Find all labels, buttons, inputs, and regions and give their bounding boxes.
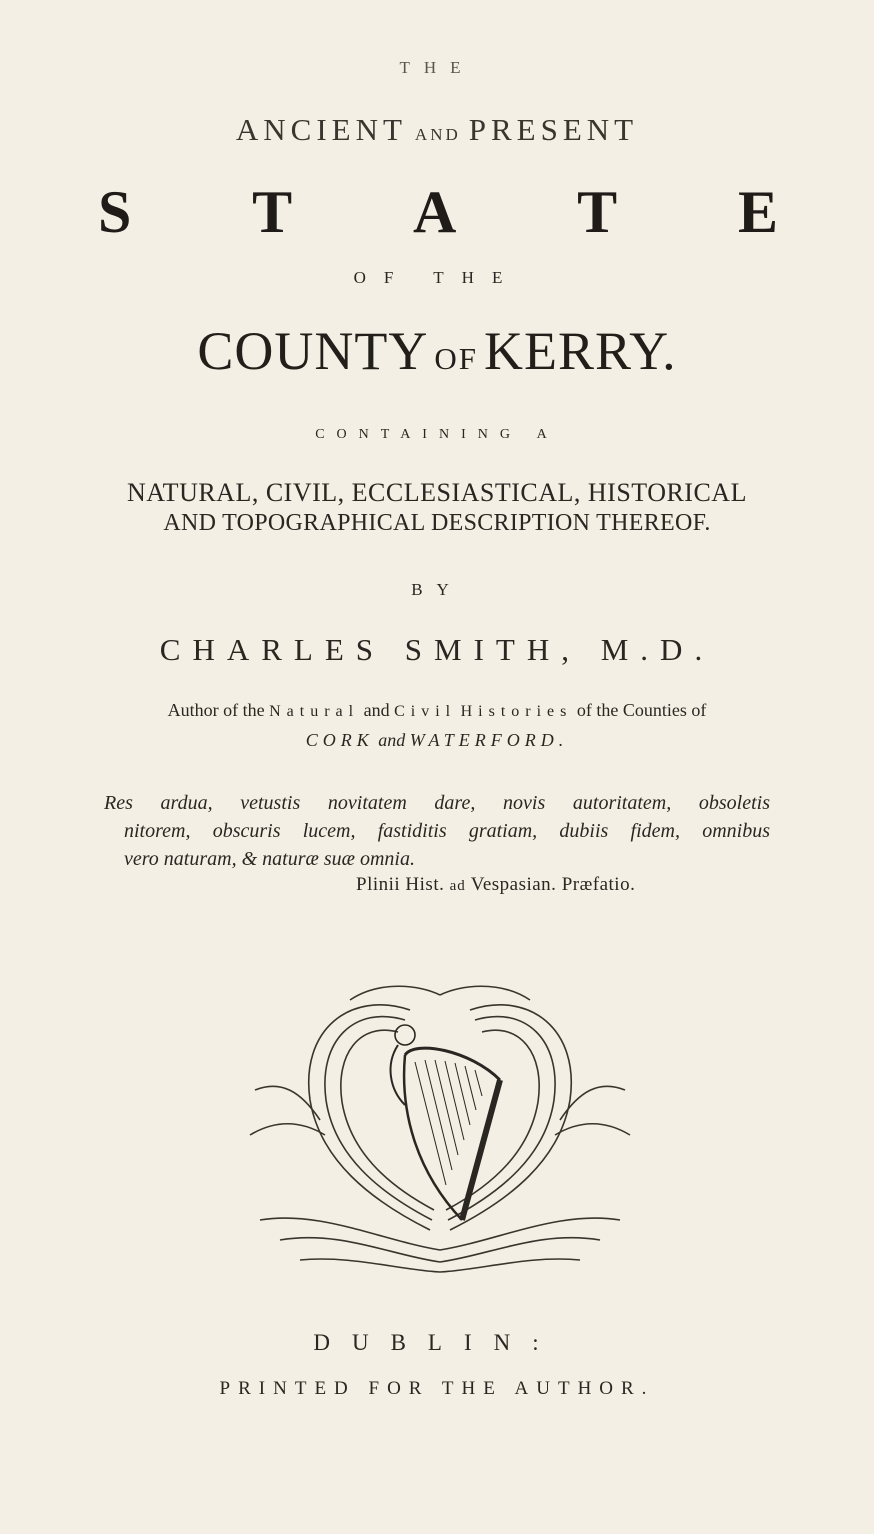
author-credentials — [0, 700, 874, 721]
counties-text: of the Counties of — [576, 700, 707, 720]
cork-word: CORK — [305, 730, 374, 750]
of-word: OF — [434, 341, 479, 376]
containing-line: CONTAINING A — [315, 427, 559, 442]
and-word: AND — [414, 125, 461, 144]
of-the-line: OF THE — [353, 268, 521, 287]
imprint-printer: PRINTED FOR THE AUTHOR. — [219, 1378, 655, 1399]
cork-waterford — [0, 730, 874, 751]
present-word: PRESENT — [468, 112, 639, 147]
epigraph-line-2: nitorem, obscuris lucem, fastiditis gratiam, dubiis fidem, omnibus — [124, 820, 770, 842]
state-letter: S — [98, 179, 132, 245]
by-line: BY — [411, 580, 463, 599]
and-text: and — [363, 700, 390, 720]
county-word: COUNTY — [197, 321, 429, 381]
waterford-word: WATERFORD. — [409, 730, 569, 750]
description-line-1: NATURAL, CIVIL, ECCLESIASTICAL, HISTORICAL — [127, 478, 747, 507]
source-ad: ad — [449, 878, 466, 894]
county-of-kerry — [0, 320, 874, 382]
author-of-text: Author of the — [167, 700, 265, 720]
author-name: CHARLES SMITH, M.D. — [159, 632, 715, 667]
kerry-word: KERRY. — [484, 321, 677, 381]
state-heading — [98, 178, 778, 247]
state-letter: E — [737, 179, 778, 245]
the-heading: THE — [399, 58, 475, 77]
natural-word: Natural — [269, 703, 360, 720]
source-plinii: Plinii Hist. — [356, 874, 445, 895]
source-praefatio: Præfatio. — [561, 874, 636, 895]
harp-ornament-icon — [200, 970, 680, 1300]
description-line-2: AND TOPOGRAPHICAL DESCRIPTION THEREOF. — [163, 510, 711, 536]
state-letter: A — [413, 179, 457, 245]
imprint-city: DUBLIN: — [313, 1330, 561, 1355]
epigraph-source — [356, 874, 635, 896]
ancient-and-present — [0, 112, 874, 148]
epigraph-line-1: Res ardua, vetustis novitatem dare, novis autoritatem, obsoletis — [104, 792, 770, 814]
state-letter: T — [252, 179, 293, 245]
state-letter: T — [577, 179, 618, 245]
and-text: and — [378, 730, 406, 750]
source-vespasian: Vespasian. — [470, 874, 557, 895]
histories-word: Histories — [460, 703, 573, 720]
ancient-word: ANCIENT — [235, 112, 407, 147]
epigraph-line-3: vero naturam, & naturæ suæ omnia. — [124, 848, 415, 870]
civil-word: Civil — [394, 703, 457, 720]
